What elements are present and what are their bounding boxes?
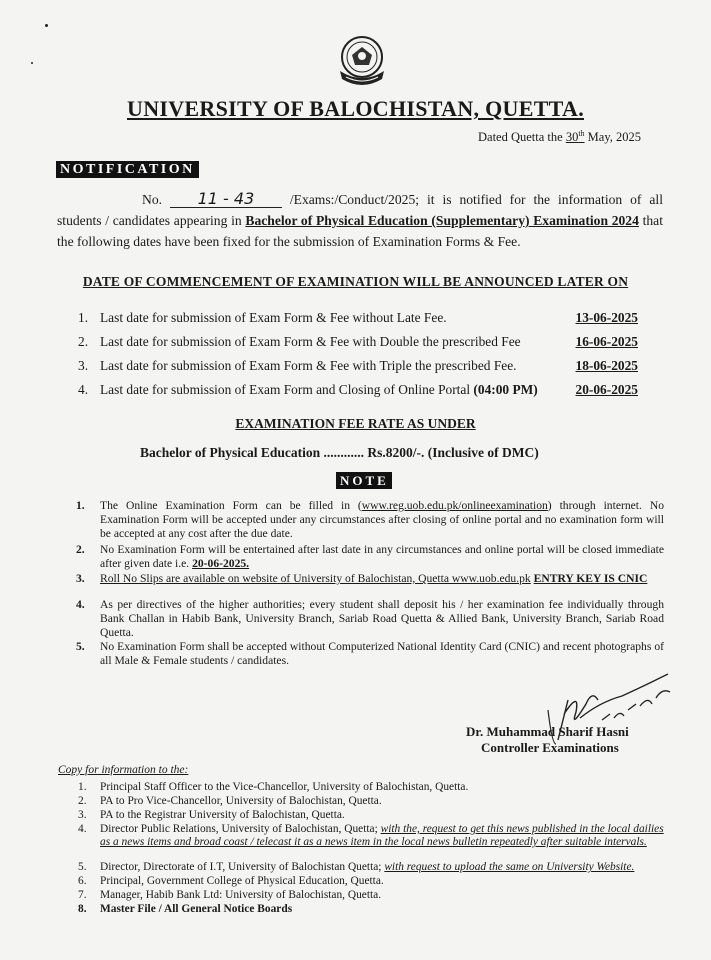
date-row-text: Last date for submission of Exam Form and Closing of Online Portal (04:00 PM) <box>100 382 538 397</box>
dated-prefix: Dated Quetta the <box>478 130 563 145</box>
entry-key: ENTRY KEY IS CNIC <box>533 572 648 585</box>
dated-day: 30th <box>565 129 585 145</box>
date-row-date: 13-06-2025 <box>575 310 638 325</box>
portal-closing-time: (04:00 PM) <box>473 382 538 397</box>
note-label: NOTE <box>336 472 392 489</box>
date-row-number: 3. <box>78 358 89 373</box>
number-prefix: No. <box>142 192 163 207</box>
copy-heading: Copy for information to the: <box>58 764 189 776</box>
copy-item: 4. Director Public Relations, University of Balochistan, Quetta; with the, request to get this news published in the local dailies as a news items and broad coast / telecast it as a news item in the local news bulletin repeatedly after suitable intervals. <box>78 823 664 848</box>
signer-title: Controller Examinations <box>481 740 619 755</box>
note-item: 4. As per directives of the higher authorities; every student shall deposit his / her examination fee individually through Bank Challan in Habib Bank, University Branch, Sariab Road Quetta & Allied Bank, University Branch, Sariab Road Quetta. <box>76 598 664 639</box>
exam-name: Bachelor of Physical Education (Supplementary) Examination 2024 <box>245 213 639 228</box>
date-row-number: 2. <box>78 334 89 349</box>
commencement-heading: DATE OF COMMENCEMENT OF EXAMINATION WILL BE ANNOUNCED LATER ON <box>82 274 629 289</box>
notification-paragraph <box>57 189 663 252</box>
dated-rest: May, 2025 <box>587 130 642 145</box>
copy-item: 6. Principal, Government College of Physical Education, Quetta. <box>78 875 384 887</box>
notification-label: NOTIFICATION <box>56 161 199 178</box>
scan-speck <box>31 62 33 64</box>
date-line <box>478 129 641 145</box>
date-row-number: 1. <box>78 310 89 325</box>
handwritten-number: 11 - 43 <box>170 191 282 208</box>
copy-item: 2. PA to Pro Vice-Chancellor, University of Balochistan, Quetta. <box>78 795 382 807</box>
signer-name: Dr. Muhammad Sharif Hasni <box>466 724 629 739</box>
date-row-date: 16-06-2025 <box>575 334 638 349</box>
copy-item: 1. Principal Staff Officer to the Vice-Chancellor, University of Balochistan, Quetta. <box>78 781 469 793</box>
note-item: 3. Roll No Slips are available on website of University of Balochistan, Quetta www.uob.edu.pk ENTRY KEY IS CNIC <box>76 572 648 585</box>
note-item: 2. No Examination Form will be entertained after last date in any circumstances and online portal will be closed immediate after given date i.e. 20-06-2025. <box>76 543 664 570</box>
scan-speck <box>45 24 48 27</box>
date-row-date: 18-06-2025 <box>575 358 638 373</box>
copy-item: 8. Master File / All General Notice Boards <box>78 903 293 915</box>
online-exam-link[interactable]: www.reg.uob.edu.pk/onlineexamination <box>361 499 548 512</box>
note-item: 5. No Examination Form shall be accepted without Computerized National Identity Card (CNIC) and recent photographs of all Male & Female students / candidates. <box>76 640 664 667</box>
fee-heading: EXAMINATION FEE RATE AS UNDER <box>235 416 476 431</box>
university-title: UNIVERSITY OF BALOCHISTAN, QUETTA. <box>127 96 584 121</box>
date-row-text: Last date for submission of Exam Form & Fee without Late Fee. <box>100 310 447 325</box>
notification-sentence-2: that the following dates have been fixed for the submission of Examination Forms & Fee. <box>57 213 663 249</box>
date-row-number: 4. <box>78 382 89 397</box>
copy-item: 3. PA to the Registrar University of Balochistan, Quetta. <box>78 809 345 821</box>
notification-sentence-1: /Exams:/Conduct/2025; it is notified for the information of all students / candidates appearing in <box>57 192 663 228</box>
roll-no-slip-text: Roll No Slips are available on website of University of Balochistan, Quetta www.uob.edu.pk <box>100 572 531 585</box>
copy-item: 5. Director, Directorate of I.T, University of Balochistan Quetta; with request to upload the same on University Website. <box>78 861 635 873</box>
fee-line: Bachelor of Physical Education ............ Rs.8200/-. (Inclusive of DMC) <box>140 445 539 460</box>
copy-item: 7. Manager, Habib Bank Ltd: University of Balochistan, Quetta. <box>78 889 382 901</box>
date-row-date: 20-06-2025 <box>575 382 638 397</box>
note-item: 1. The Online Examination Form can be filled in (www.reg.uob.edu.pk/onlineexamination) through internet. No Examination Form will be accepted under any circumstances after closing of online portal and no examination form will be accepted at any cost after the due date. <box>76 499 664 540</box>
date-row-text: Last date for submission of Exam Form & Fee with Double the prescribed Fee <box>100 334 521 349</box>
university-seal-logo <box>332 33 392 91</box>
date-row-text: Last date for submission of Exam Form & Fee with Triple the prescribed Fee. <box>100 358 517 373</box>
